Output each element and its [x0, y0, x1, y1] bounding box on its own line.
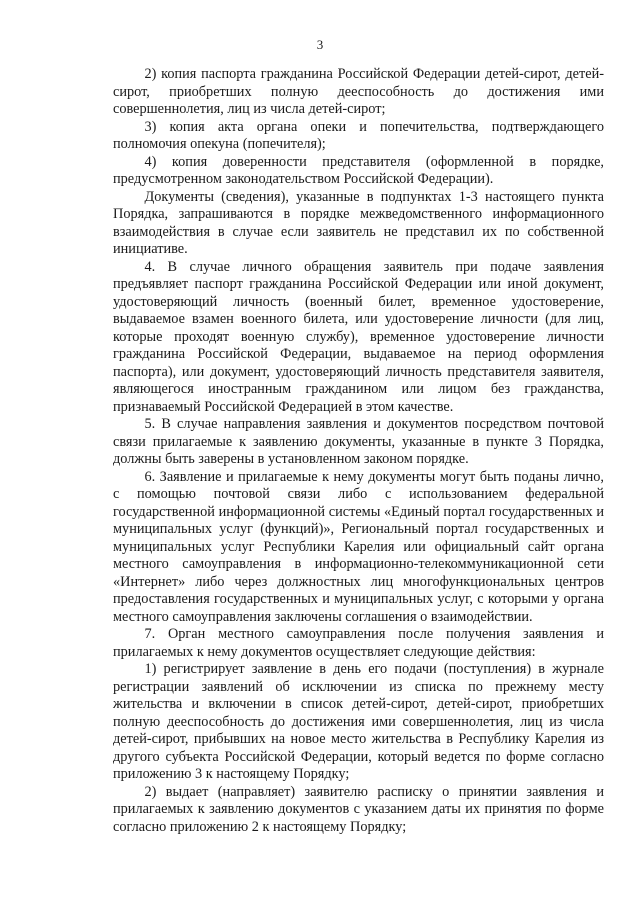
paragraph-item-7-1: 1) регистрирует заявление в день его подачи (поступления) в журнале регистрации заявлений об исключении из списка по прежнему месту жительства и включении в список детей-сирот, детей-сирот, приобретших полную дееспособность до достижения ими совершеннолетия, лиц из числа детей-сирот, прибывших на новое место жительства в Республику Карелия из другого субъекта Российской Федерации, который ведется по форме согласно приложению 3 к настоящему Порядку;: [113, 661, 604, 782]
paragraph-item-7: 7. Орган местного самоуправления после получения заявления и прилагаемых к нему документов осуществляет следующие действия:: [113, 626, 604, 660]
paragraph-guardianship-act: 3) копия акта органа опеки и попечительства, подтверждающего полномочия опекуна (попечителя);: [113, 118, 604, 152]
paragraph-item-7-2: 2) выдает (направляет) заявителю расписку о принятии заявления и прилагаемых к заявлению документов с указанием даты их принятия по форме согласно приложению 2 к настоящему Порядку;: [113, 783, 604, 835]
paragraph-interagency-request: Документы (сведения), указанные в подпунктах 1-3 настоящего пункта Порядка, запрашиваются в порядке межведомственного информационного взаимодействия в случае если заявитель не представил их по собственной инициативе.: [113, 188, 604, 257]
paragraph-power-of-attorney: 4) копия доверенности представителя (оформленной в порядке, предусмотренном законодательством Российской Федерации).: [113, 153, 604, 187]
paragraph-item-4: 4. В случае личного обращения заявитель при подаче заявления предъявляет паспорт гражданина Российской Федерации или иной документ, удостоверяющий личность (военный билет, временное удостоверение, выдаваемое взамен военного билета, или удостоверение личности (для лиц, которые проходят военную службу), временное удостоверение личности гражданина Российской Федерации, выдаваемое на период оформления паспорта), или документ, удостоверяющий личность представителя заявителя, являющегося иностранным гражданином или лицом без гражданства, признаваемый Российской Федерацией в этом качестве.: [113, 258, 604, 415]
page-number: 3: [316, 37, 324, 52]
document-body: [113, 66, 604, 836]
paragraph-item-5: 5. В случае направления заявления и документов посредством почтовой связи прилагаемые к заявлению документы, указанные в пункте 3 Порядка, должны быть заверены в установленном законом порядке.: [113, 416, 604, 467]
paragraph-passport-copy: 2) копия паспорта гражданина Российской Федерации детей-сирот, детей-сирот, приобретших полную дееспособность до достижения ими совершеннолетия, лиц из числа детей-сирот;: [113, 66, 604, 117]
paragraph-item-6: 6. Заявление и прилагаемые к нему документы могут быть поданы лично, с помощью почтовой связи либо с использованием федеральной государственной информационной системы «Единый портал государственных и муниципальных услуг (функций)», Региональный портал государственных и муниципальных услуг Республики Карелия или официальный сайт органа местного самоуправления в информационно-телекоммуникационной сети «Интернет» либо через должностных лиц многофункциональных центров предоставления государственных и муниципальных услуг, с которыми у органа местного самоуправления заключены соглашения о взаимодействии.: [113, 468, 604, 625]
